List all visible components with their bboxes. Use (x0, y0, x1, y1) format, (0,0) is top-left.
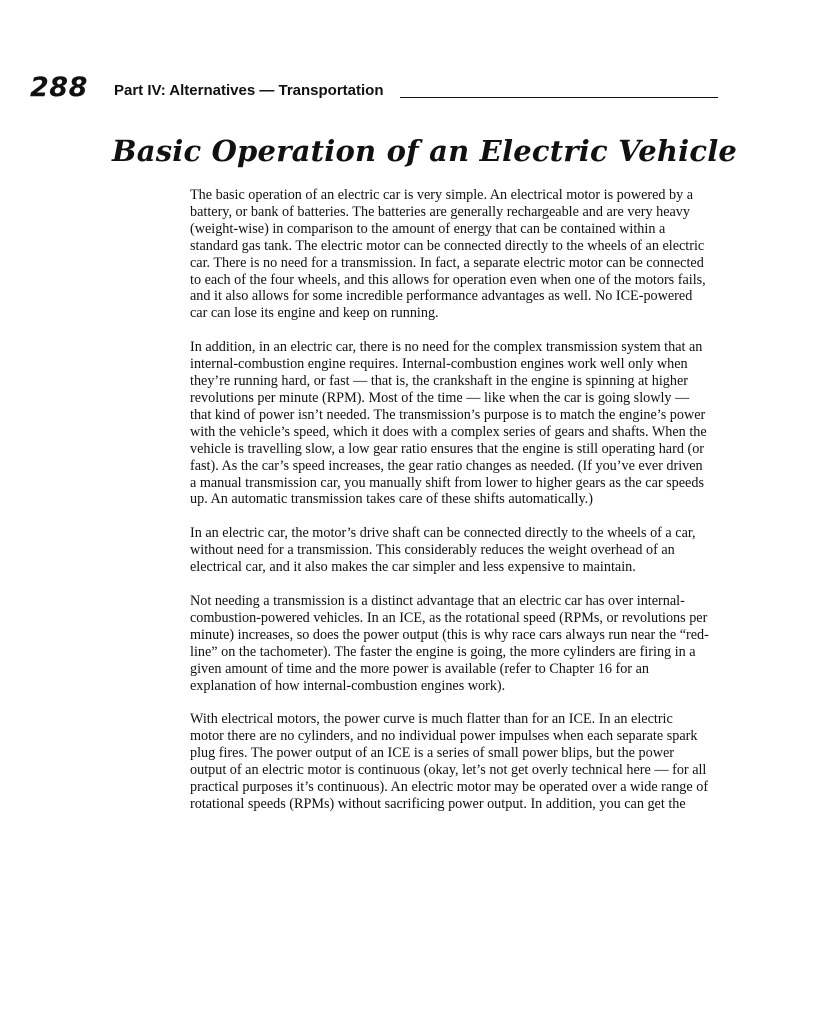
page-header (30, 70, 720, 110)
section-title: Basic Operation of an Electric Vehicle (112, 134, 738, 168)
paragraph: In an electric car, the motor’s drive shaft can be connected directly to the wheels of a car, without need for a transmission. This considerably reduces the weight overhead of an electrical car, and it also makes the car simpler and less expensive to maintain. (190, 525, 696, 576)
paragraph: In addition, in an electric car, there is no need for the complex transmission system that an internal-combustion engine requires. Internal-combustion engines work well only when they’re running hard, or fast — that is, the crankshaft in the engine is spinning at higher revolutions per minute (RPM). Most of the time — like when the car is going slowly — that kind of power isn’t needed. The transmission’s purpose is to match the engine’s power with the vehicle’s speed, which it does with a complex series of gears and shafts. When the vehicle is travelling slow, a low gear ratio ensures that the engine is still operating hard (or fast). As the car’s speed increases, the gear ratio changes as needed. (If you’ve ever driven a manual transmission car, you manually shift from lower to higher gears as the car speeds up. An automatic transmission takes care of these shifts automatically.) (190, 339, 707, 508)
header-rule (400, 97, 718, 98)
paragraph: Not needing a transmission is a distinct advantage that an electric car has over internal-combustion-powered vehicles. In an ICE, as the rotational speed (RPMs, or revolutions per minute) increases, so does the power output (this is why race cars always run near the “red-line” on the tachometer). The faster the engine is going, the more cylinders are firing in a given amount of time and the more power is available (refer to Chapter 16 for an explanation of how internal-combustion engines work). (190, 593, 709, 694)
paragraph: The basic operation of an electric car is very simple. An electrical motor is powered by a battery, or bank of batteries. The batteries are generally rechargeable and are very heavy (weight-wise) in comparison to the amount of energy that can be contained within a standard gas tank. The electric motor can be connected directly to the wheels of an electric car. There is no need for a transmission. In fact, a separate electric motor can be connected to each of the four wheels, and this allows for operation even when one of the motors fails, and it also allows for some incredible performance advantages as well. No ICE-powered car can lose its engine and keep on running. (190, 187, 706, 322)
running-head: Part IV: Alternatives — Transportation (114, 82, 384, 99)
body-text (190, 187, 710, 830)
paragraph: With electrical motors, the power curve is much flatter than for an ICE. In an electric motor there are no cylinders, and no individual power impulses when each separate spark plug fires. The power output of an ICE is a series of small power blips, but the power output of an electric motor is continuous (okay, let’s not get overly technical here — for all practical purposes it’s continuous). An electric motor may be operated over a wide range of rotational speeds (RPMs) without sacrificing power output. In addition, you can get the (190, 711, 709, 812)
page-number: 288 (30, 72, 88, 103)
